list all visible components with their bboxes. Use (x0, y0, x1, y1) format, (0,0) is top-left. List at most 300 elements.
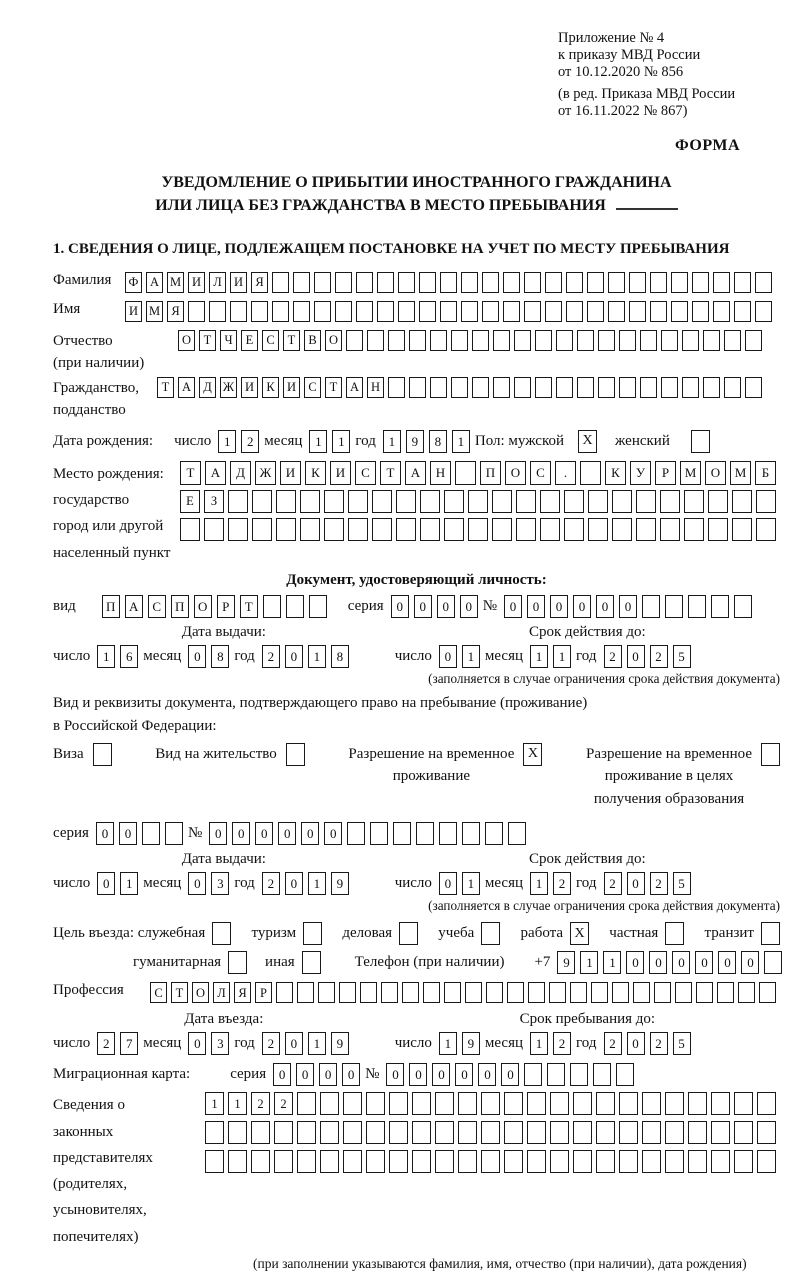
form-cell[interactable] (440, 272, 457, 293)
form-cell[interactable]: 0 (627, 1032, 645, 1055)
form-cell[interactable]: 2 (604, 645, 622, 668)
form-cell[interactable]: И (280, 461, 301, 485)
form-cell[interactable] (640, 377, 657, 398)
form-cell[interactable] (588, 518, 608, 541)
form-cell[interactable] (598, 330, 615, 351)
form-cell[interactable] (165, 822, 183, 845)
form-cell[interactable]: С (150, 982, 167, 1003)
form-cell[interactable]: 8 (211, 645, 229, 668)
form-cell[interactable]: 1 (462, 645, 480, 668)
form-cell[interactable] (724, 377, 741, 398)
form-cell[interactable] (598, 377, 615, 398)
form-cell[interactable] (297, 982, 314, 1003)
form-cell[interactable]: 9 (331, 1032, 349, 1055)
form-cell[interactable]: Д (199, 377, 216, 398)
form-cell[interactable] (444, 982, 461, 1003)
form-cell[interactable] (612, 518, 632, 541)
form-cell[interactable] (619, 1121, 638, 1144)
form-cell[interactable]: 1 (205, 1092, 224, 1115)
form-cell[interactable] (348, 518, 368, 541)
form-cell[interactable]: 0 (296, 1063, 314, 1086)
form-cell[interactable]: 0 (391, 595, 409, 618)
form-cell[interactable] (205, 1121, 224, 1144)
form-cell[interactable]: Ч (220, 330, 237, 351)
form-cell[interactable] (228, 1150, 247, 1173)
form-cell[interactable] (566, 301, 583, 322)
form-cell[interactable] (612, 982, 629, 1003)
form-cell[interactable] (468, 490, 488, 513)
form-cell[interactable] (504, 1092, 523, 1115)
form-cell[interactable] (755, 301, 772, 322)
form-cell[interactable] (348, 490, 368, 513)
form-cell[interactable]: К (305, 461, 326, 485)
form-cell[interactable]: 0 (432, 1063, 450, 1086)
form-cell[interactable]: 1 (580, 951, 598, 974)
form-cell[interactable] (420, 518, 440, 541)
form-cell[interactable] (761, 743, 780, 766)
form-cell[interactable]: И (125, 301, 142, 322)
form-cell[interactable]: 0 (626, 951, 644, 974)
form-cell[interactable] (372, 490, 392, 513)
form-cell[interactable]: 0 (209, 822, 227, 845)
form-cell[interactable] (564, 490, 584, 513)
form-cell[interactable]: 0 (527, 595, 545, 618)
form-cell[interactable] (577, 330, 594, 351)
form-cell[interactable] (616, 1063, 634, 1086)
form-cell[interactable] (300, 518, 320, 541)
form-cell[interactable] (577, 377, 594, 398)
form-cell[interactable] (636, 518, 656, 541)
form-cell[interactable]: 1 (603, 951, 621, 974)
form-cell[interactable] (713, 272, 730, 293)
form-cell[interactable] (550, 1150, 569, 1173)
form-cell[interactable]: 0 (278, 822, 296, 845)
form-cell[interactable] (228, 518, 248, 541)
form-cell[interactable] (573, 1150, 592, 1173)
form-cell[interactable]: 0 (596, 595, 614, 618)
form-cell[interactable]: 0 (504, 595, 522, 618)
form-cell[interactable] (419, 301, 436, 322)
form-cell[interactable]: 1 (332, 430, 350, 453)
form-cell[interactable]: Н (430, 461, 451, 485)
form-cell[interactable] (402, 982, 419, 1003)
form-cell[interactable] (596, 1150, 615, 1173)
form-cell[interactable]: В (304, 330, 321, 351)
form-cell[interactable]: 1 (97, 645, 115, 668)
form-cell[interactable] (527, 1092, 546, 1115)
form-cell[interactable] (272, 272, 289, 293)
form-cell[interactable]: А (405, 461, 426, 485)
form-cell[interactable]: 9 (406, 430, 424, 453)
form-cell[interactable] (320, 1150, 339, 1173)
form-cell[interactable] (335, 272, 352, 293)
form-cell[interactable]: 1 (120, 872, 138, 895)
form-cell[interactable]: X (570, 922, 589, 945)
form-cell[interactable] (580, 461, 601, 485)
form-cell[interactable] (396, 490, 416, 513)
form-cell[interactable] (297, 1092, 316, 1115)
form-cell[interactable]: Ф (125, 272, 142, 293)
form-cell[interactable] (636, 490, 656, 513)
form-cell[interactable] (713, 301, 730, 322)
form-cell[interactable]: П (480, 461, 501, 485)
form-cell[interactable]: 8 (331, 645, 349, 668)
form-cell[interactable] (540, 490, 560, 513)
form-cell[interactable]: Т (199, 330, 216, 351)
form-cell[interactable] (409, 330, 426, 351)
form-cell[interactable] (381, 982, 398, 1003)
form-cell[interactable]: 1 (383, 430, 401, 453)
form-cell[interactable]: 0 (188, 872, 206, 895)
form-cell[interactable] (286, 743, 305, 766)
form-cell[interactable] (458, 1092, 477, 1115)
form-cell[interactable] (504, 1121, 523, 1144)
form-cell[interactable] (759, 982, 776, 1003)
form-cell[interactable]: 0 (324, 822, 342, 845)
form-cell[interactable] (263, 595, 281, 618)
form-cell[interactable] (503, 272, 520, 293)
form-cell[interactable]: 2 (97, 1032, 115, 1055)
form-cell[interactable]: Н (367, 377, 384, 398)
form-cell[interactable] (514, 377, 531, 398)
form-cell[interactable]: Л (213, 982, 230, 1003)
form-cell[interactable] (734, 1150, 753, 1173)
form-cell[interactable] (756, 490, 776, 513)
form-cell[interactable]: Р (655, 461, 676, 485)
form-cell[interactable]: Т (240, 595, 258, 618)
form-cell[interactable]: 1 (530, 645, 548, 668)
form-cell[interactable] (276, 982, 293, 1003)
form-cell[interactable] (550, 1121, 569, 1144)
form-cell[interactable] (435, 1092, 454, 1115)
form-cell[interactable]: 2 (241, 430, 259, 453)
form-cell[interactable]: Б (755, 461, 776, 485)
form-cell[interactable] (228, 490, 248, 513)
form-cell[interactable]: 5 (673, 872, 691, 895)
form-cell[interactable]: X (578, 430, 597, 453)
form-cell[interactable] (734, 301, 751, 322)
form-cell[interactable] (451, 377, 468, 398)
form-cell[interactable] (724, 330, 741, 351)
form-cell[interactable] (444, 490, 464, 513)
form-cell[interactable] (458, 1150, 477, 1173)
form-cell[interactable] (508, 822, 526, 845)
form-cell[interactable]: О (505, 461, 526, 485)
form-cell[interactable] (451, 330, 468, 351)
form-cell[interactable] (472, 377, 489, 398)
form-cell[interactable] (377, 301, 394, 322)
form-cell[interactable]: С (530, 461, 551, 485)
form-cell[interactable] (591, 982, 608, 1003)
form-cell[interactable]: С (355, 461, 376, 485)
form-cell[interactable] (556, 377, 573, 398)
form-cell[interactable] (205, 1150, 224, 1173)
form-cell[interactable]: О (192, 982, 209, 1003)
form-cell[interactable]: О (178, 330, 195, 351)
form-cell[interactable]: Р (255, 982, 272, 1003)
form-cell[interactable]: 2 (650, 872, 668, 895)
form-cell[interactable] (472, 330, 489, 351)
form-cell[interactable]: 0 (439, 645, 457, 668)
form-cell[interactable]: Я (251, 272, 268, 293)
form-cell[interactable] (204, 518, 224, 541)
form-cell[interactable]: 0 (550, 595, 568, 618)
form-cell[interactable]: 0 (285, 645, 303, 668)
form-cell[interactable] (372, 518, 392, 541)
form-cell[interactable]: 6 (120, 645, 138, 668)
form-cell[interactable] (587, 301, 604, 322)
form-cell[interactable] (711, 1150, 730, 1173)
form-cell[interactable]: Т (180, 461, 201, 485)
form-cell[interactable] (684, 518, 704, 541)
form-cell[interactable]: 8 (429, 430, 447, 453)
form-cell[interactable] (274, 1121, 293, 1144)
form-cell[interactable] (481, 1092, 500, 1115)
form-cell[interactable]: И (283, 377, 300, 398)
form-cell[interactable] (485, 822, 503, 845)
form-cell[interactable] (566, 272, 583, 293)
form-cell[interactable]: Я (167, 301, 184, 322)
form-cell[interactable] (492, 518, 512, 541)
form-cell[interactable] (435, 1121, 454, 1144)
form-cell[interactable]: 0 (439, 872, 457, 895)
form-cell[interactable] (302, 951, 321, 974)
form-cell[interactable] (682, 377, 699, 398)
form-cell[interactable] (661, 377, 678, 398)
form-cell[interactable] (675, 982, 692, 1003)
form-cell[interactable]: Ж (255, 461, 276, 485)
form-cell[interactable]: 0 (301, 822, 319, 845)
form-cell[interactable]: 0 (478, 1063, 496, 1086)
form-cell[interactable] (573, 1121, 592, 1144)
form-cell[interactable] (230, 301, 247, 322)
form-cell[interactable] (642, 1092, 661, 1115)
form-cell[interactable] (547, 1063, 565, 1086)
form-cell[interactable] (524, 272, 541, 293)
form-cell[interactable]: 0 (273, 1063, 291, 1086)
form-cell[interactable] (420, 490, 440, 513)
form-cell[interactable] (388, 377, 405, 398)
form-cell[interactable] (228, 951, 247, 974)
form-cell[interactable] (209, 301, 226, 322)
form-cell[interactable] (764, 951, 782, 974)
form-cell[interactable] (503, 301, 520, 322)
form-cell[interactable] (393, 822, 411, 845)
form-cell[interactable] (516, 518, 536, 541)
form-cell[interactable] (461, 272, 478, 293)
form-cell[interactable]: 0 (460, 595, 478, 618)
form-cell[interactable] (320, 1121, 339, 1144)
form-cell[interactable] (481, 1121, 500, 1144)
form-cell[interactable] (423, 982, 440, 1003)
form-cell[interactable] (684, 490, 704, 513)
form-cell[interactable] (588, 490, 608, 513)
form-cell[interactable]: 2 (262, 872, 280, 895)
form-cell[interactable]: 1 (553, 645, 571, 668)
form-cell[interactable] (665, 1121, 684, 1144)
form-cell[interactable] (389, 1121, 408, 1144)
form-cell[interactable] (717, 982, 734, 1003)
form-cell[interactable] (389, 1150, 408, 1173)
form-cell[interactable]: Т (380, 461, 401, 485)
form-cell[interactable] (486, 982, 503, 1003)
form-cell[interactable]: О (705, 461, 726, 485)
form-cell[interactable] (504, 1150, 523, 1173)
form-cell[interactable] (757, 1121, 776, 1144)
form-cell[interactable] (314, 301, 331, 322)
form-cell[interactable]: 0 (342, 1063, 360, 1086)
form-cell[interactable] (318, 982, 335, 1003)
form-cell[interactable]: 2 (604, 872, 622, 895)
form-cell[interactable] (660, 518, 680, 541)
form-cell[interactable] (682, 330, 699, 351)
form-cell[interactable]: А (205, 461, 226, 485)
form-cell[interactable] (734, 1121, 753, 1144)
form-cell[interactable] (399, 922, 418, 945)
form-cell[interactable] (468, 518, 488, 541)
form-cell[interactable]: 0 (672, 951, 690, 974)
form-cell[interactable] (370, 822, 388, 845)
form-cell[interactable] (745, 330, 762, 351)
form-cell[interactable]: К (262, 377, 279, 398)
form-cell[interactable] (366, 1150, 385, 1173)
form-cell[interactable]: 2 (650, 1032, 668, 1055)
form-cell[interactable]: Т (283, 330, 300, 351)
form-cell[interactable]: А (146, 272, 163, 293)
form-cell[interactable] (396, 518, 416, 541)
form-cell[interactable] (439, 822, 457, 845)
form-cell[interactable] (188, 301, 205, 322)
form-cell[interactable]: Е (180, 490, 200, 513)
form-cell[interactable] (692, 272, 709, 293)
form-cell[interactable]: М (680, 461, 701, 485)
form-cell[interactable]: Е (241, 330, 258, 351)
form-cell[interactable] (619, 1092, 638, 1115)
form-cell[interactable] (703, 330, 720, 351)
form-cell[interactable] (335, 301, 352, 322)
form-cell[interactable] (366, 1092, 385, 1115)
form-cell[interactable] (412, 1092, 431, 1115)
form-cell[interactable] (398, 272, 415, 293)
form-cell[interactable]: 1 (218, 430, 236, 453)
form-cell[interactable] (343, 1121, 362, 1144)
form-cell[interactable] (455, 461, 476, 485)
form-cell[interactable] (412, 1150, 431, 1173)
form-cell[interactable] (252, 518, 272, 541)
form-cell[interactable] (528, 982, 545, 1003)
form-cell[interactable] (696, 982, 713, 1003)
form-cell[interactable] (309, 595, 327, 618)
form-cell[interactable]: 9 (331, 872, 349, 895)
form-cell[interactable] (608, 301, 625, 322)
form-cell[interactable]: 0 (188, 1032, 206, 1055)
form-cell[interactable] (527, 1150, 546, 1173)
form-cell[interactable] (711, 1121, 730, 1144)
form-cell[interactable] (276, 490, 296, 513)
form-cell[interactable] (93, 743, 112, 766)
form-cell[interactable] (360, 982, 377, 1003)
form-cell[interactable] (665, 595, 683, 618)
form-cell[interactable] (303, 922, 322, 945)
form-cell[interactable] (587, 272, 604, 293)
form-cell[interactable]: 3 (211, 872, 229, 895)
form-cell[interactable] (761, 922, 780, 945)
form-cell[interactable] (356, 272, 373, 293)
form-cell[interactable]: П (102, 595, 120, 618)
form-cell[interactable]: С (262, 330, 279, 351)
form-cell[interactable]: 0 (285, 1032, 303, 1055)
form-cell[interactable]: 0 (718, 951, 736, 974)
form-cell[interactable] (564, 518, 584, 541)
form-cell[interactable] (642, 1150, 661, 1173)
form-cell[interactable] (343, 1150, 362, 1173)
form-cell[interactable] (671, 272, 688, 293)
form-cell[interactable] (570, 1063, 588, 1086)
form-cell[interactable] (297, 1121, 316, 1144)
form-cell[interactable] (755, 272, 772, 293)
form-cell[interactable]: А (178, 377, 195, 398)
form-cell[interactable] (734, 1092, 753, 1115)
form-cell[interactable] (596, 1121, 615, 1144)
form-cell[interactable]: М (730, 461, 751, 485)
form-cell[interactable]: 0 (695, 951, 713, 974)
form-cell[interactable] (619, 377, 636, 398)
form-cell[interactable]: М (167, 272, 184, 293)
form-cell[interactable] (514, 330, 531, 351)
form-cell[interactable]: 0 (455, 1063, 473, 1086)
form-cell[interactable] (619, 330, 636, 351)
form-cell[interactable]: 1 (530, 1032, 548, 1055)
form-cell[interactable]: Р (217, 595, 235, 618)
form-cell[interactable]: И (230, 272, 247, 293)
form-cell[interactable] (435, 1150, 454, 1173)
form-cell[interactable] (708, 490, 728, 513)
form-cell[interactable] (661, 330, 678, 351)
form-cell[interactable] (228, 1121, 247, 1144)
form-cell[interactable] (482, 301, 499, 322)
form-cell[interactable] (642, 595, 660, 618)
form-cell[interactable]: К (605, 461, 626, 485)
form-cell[interactable]: 0 (437, 595, 455, 618)
form-cell[interactable] (324, 490, 344, 513)
form-cell[interactable] (251, 1121, 270, 1144)
form-cell[interactable] (524, 301, 541, 322)
form-cell[interactable]: О (194, 595, 212, 618)
form-cell[interactable] (462, 822, 480, 845)
form-cell[interactable] (293, 301, 310, 322)
form-cell[interactable] (458, 1121, 477, 1144)
form-cell[interactable] (324, 518, 344, 541)
form-cell[interactable] (212, 922, 231, 945)
form-cell[interactable] (377, 272, 394, 293)
form-cell[interactable] (596, 1092, 615, 1115)
form-cell[interactable]: 0 (232, 822, 250, 845)
form-cell[interactable]: 0 (285, 872, 303, 895)
form-cell[interactable] (660, 490, 680, 513)
form-cell[interactable]: 2 (553, 1032, 571, 1055)
form-cell[interactable]: 0 (319, 1063, 337, 1086)
form-cell[interactable] (416, 822, 434, 845)
form-cell[interactable]: 2 (650, 645, 668, 668)
form-cell[interactable]: 7 (120, 1032, 138, 1055)
form-cell[interactable]: И (188, 272, 205, 293)
form-cell[interactable]: 1 (462, 872, 480, 895)
form-cell[interactable]: 0 (619, 595, 637, 618)
form-cell[interactable] (389, 1092, 408, 1115)
form-cell[interactable] (629, 301, 646, 322)
form-cell[interactable]: 0 (255, 822, 273, 845)
form-cell[interactable] (180, 518, 200, 541)
